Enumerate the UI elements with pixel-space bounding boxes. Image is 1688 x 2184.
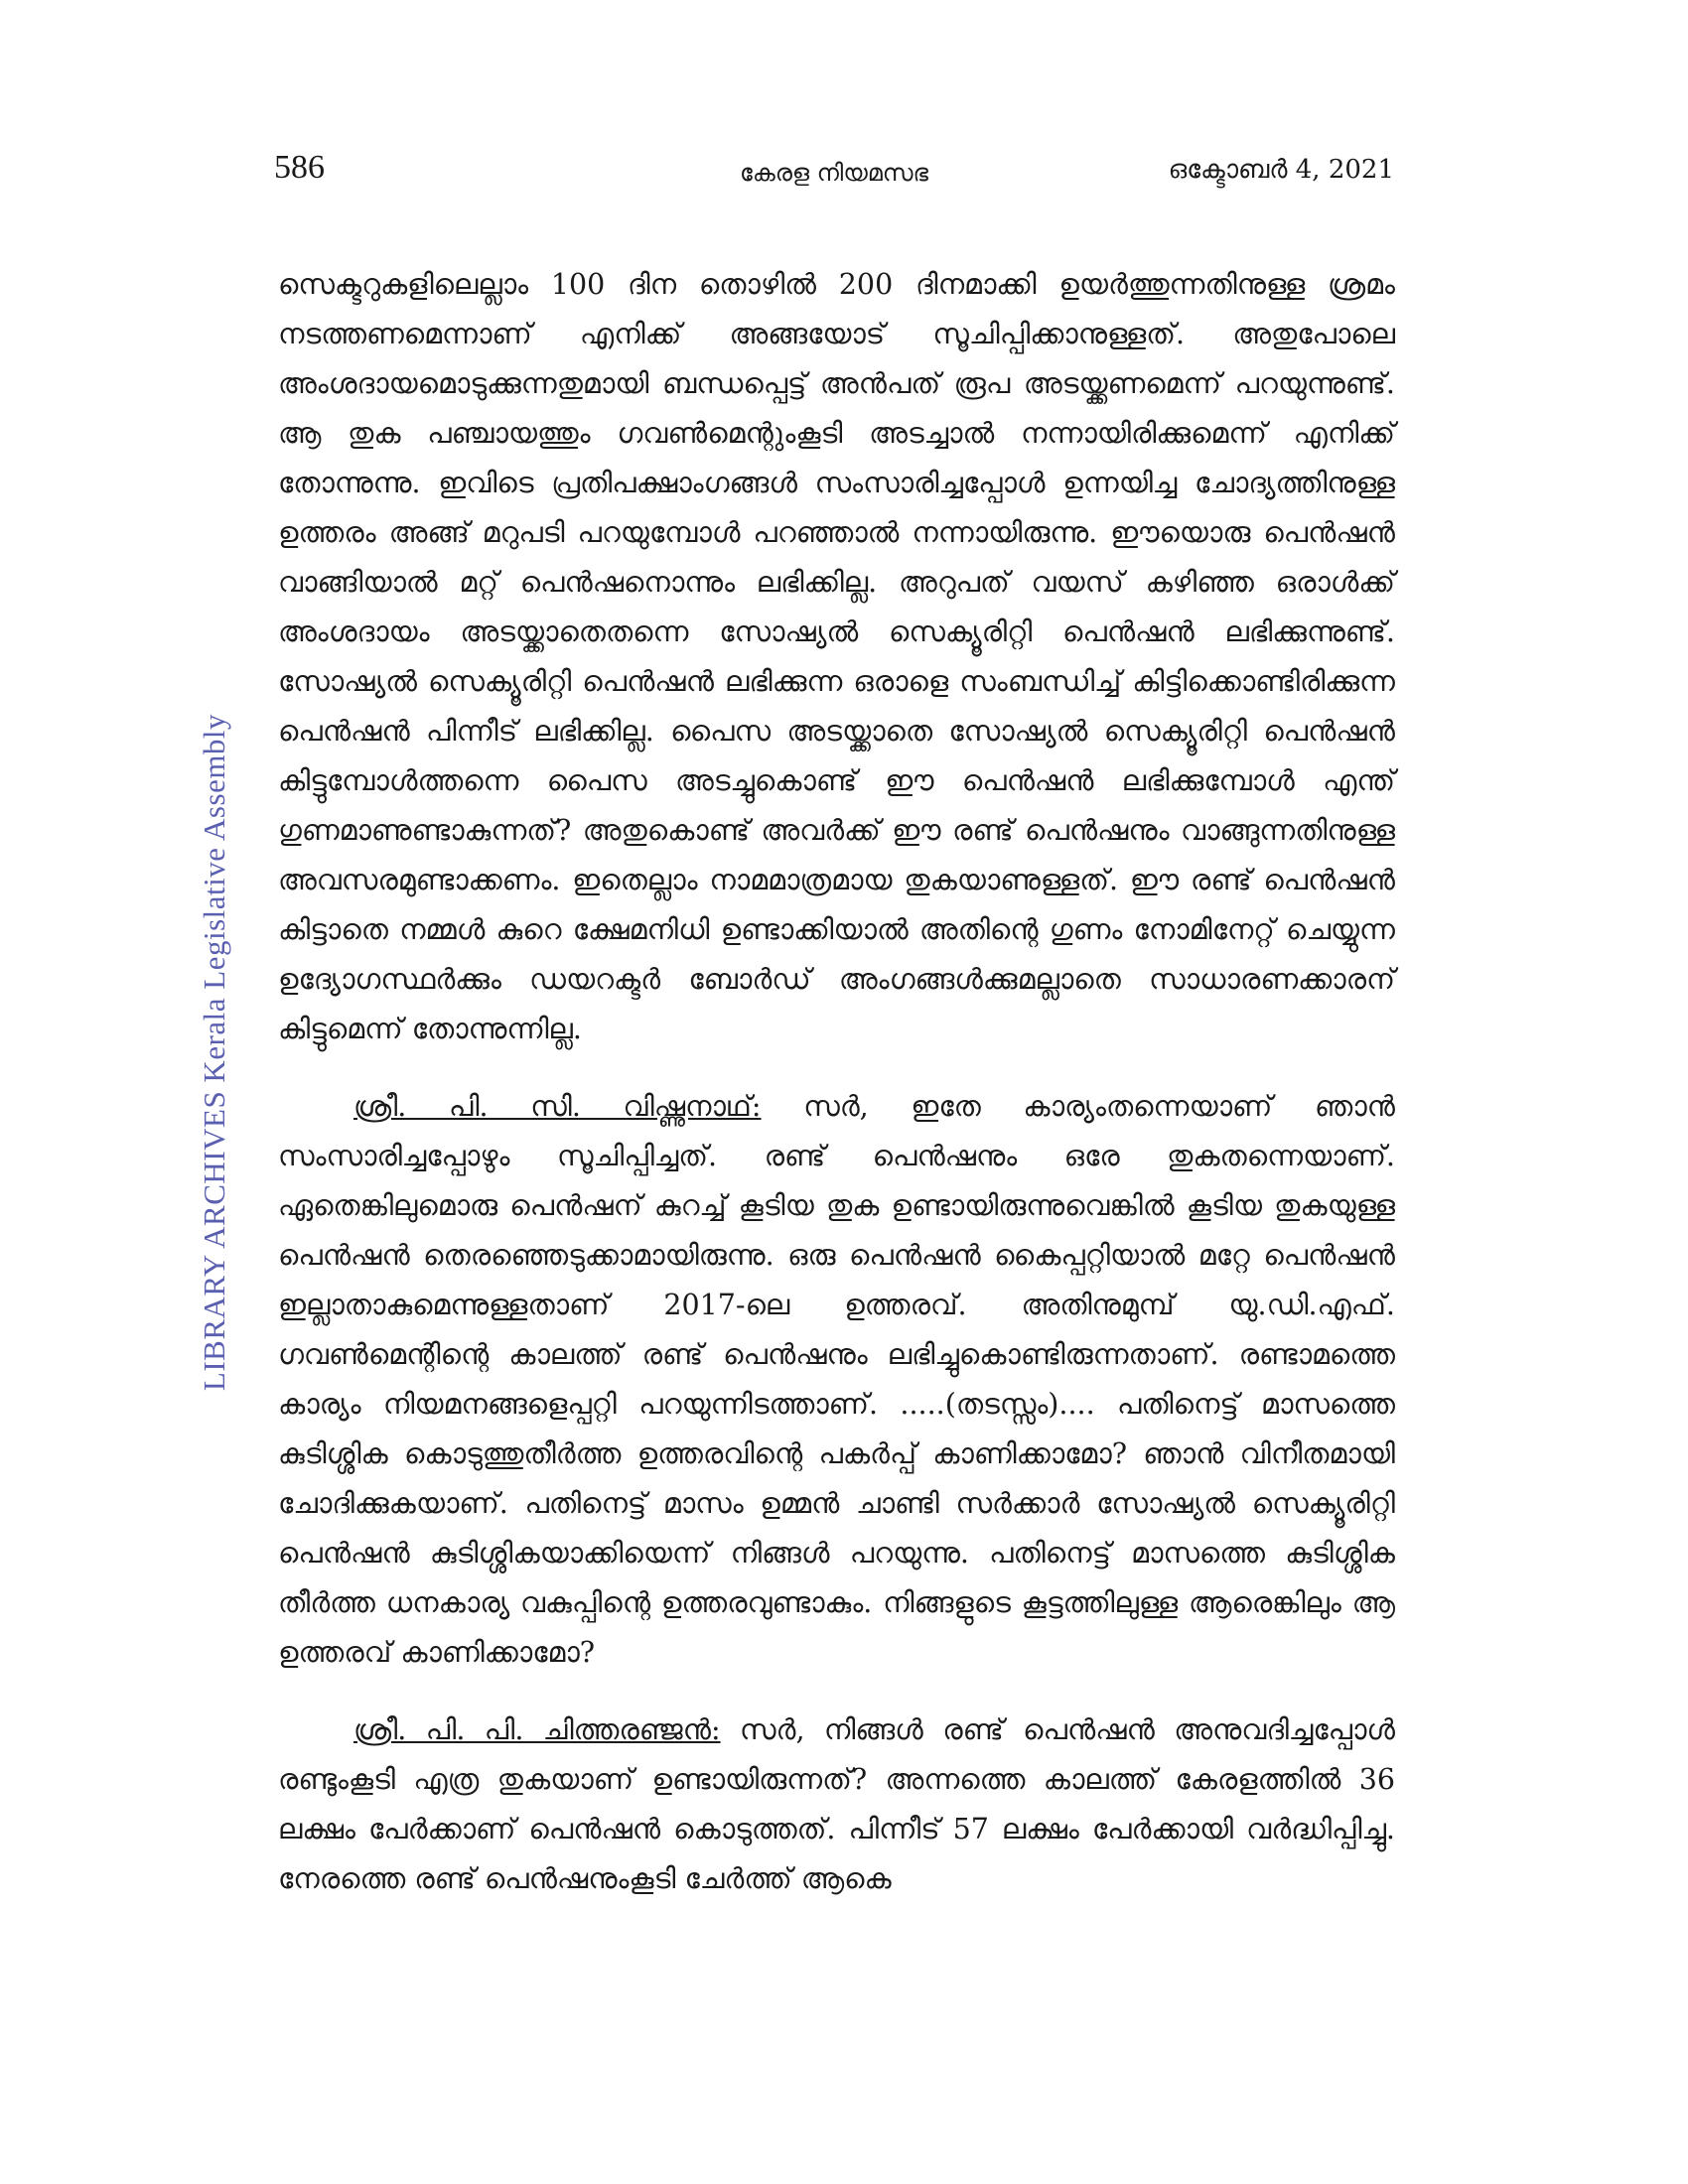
document-body: [278, 260, 1395, 1904]
paragraph-text: സർ, നിങ്ങൾ രണ്ട് പെൻഷൻ അനുവദിച്ചപ്പോൾ രണ്ടുംകൂടി എത്ര തുകയാണ് ഉണ്ടായിരുന്നത്? അന്നത്തെ കാലത്ത് കേരളത്തിൽ 36 ലക്ഷം പേർക്കാണ് പെൻഷൻ കൊടുത്തത്. പിന്നീട് 57 ലക്ഷം പേർക്കായി വർദ്ധിപ്പിച്ചു. നേരത്തെ രണ്ട് പെൻഷനുംകൂടി ചേർത്ത് ആകെ: [278, 1713, 1395, 1895]
paragraph-text: സെക്ടറുകളിലെല്ലാം 100 ദിന തൊഴിൽ 200 ദിനമാക്കി ഉയർത്തുന്നതിനുള്ള ശ്രമം നടത്തണമെന്നാണ് എനിക്ക് അങ്ങയോട് സൂചിപ്പിക്കാനുള്ളത്. അതുപോലെ അംശദായമൊടുക്കുന്നതുമായി ബന്ധപ്പെട്ട് അൻപത് രൂപ അടയ്ക്കണമെന്ന് പറയുന്നുണ്ട്. ആ തുക പഞ്ചായത്തും ഗവൺമെന്റുംകൂടി അടച്ചാൽ നന്നായിരിക്കുമെന്ന് എനിക്ക് തോന്നുന്നു. ഇവിടെ പ്രതിപക്ഷാംഗങ്ങൾ സംസാരിച്ചപ്പോൾ ഉന്നയിച്ച ചോദ്യത്തിനുള്ള ഉത്തരം അങ്ങ് മറുപടി പറയുമ്പോൾ പറഞ്ഞാൽ നന്നായിരുന്നു. ഈയൊരു പെൻഷൻ വാങ്ങിയാൽ മറ്റ് പെൻഷനൊന്നും ലഭിക്കില്ല. അറുപത് വയസ് കഴിഞ്ഞ ഒരാൾക്ക് അംശദായം അടയ്ക്കാതെതന്നെ സോഷ്യൽ സെക്യൂരിറ്റി പെൻഷൻ ലഭിക്കുന്നുണ്ട്. സോഷ്യൽ സെക്യൂരിറ്റി പെൻഷൻ ലഭിക്കുന്ന ഒരാളെ സംബന്ധിച്ച് കിട്ടിക്കൊണ്ടിരിക്കുന്ന പെൻഷൻ പിന്നീട് ലഭിക്കില്ല. പൈസ അടയ്ക്കാതെ സോഷ്യൽ സെക്യൂരിറ്റി പെൻഷൻ കിട്ടുമ്പോൾത്തന്നെ പൈസ അടച്ചുകൊണ്ട് ഈ പെൻഷൻ ലഭിക്കുമ്പോൾ എന്ത് ഗുണമാണുണ്ടാകുന്നത്? അതുകൊണ്ട് അവർക്ക് ഈ രണ്ട് പെൻഷനും വാങ്ങുന്നതിനുള്ള അവസരമുണ്ടാക്കണം. ഇതെല്ലാം നാമമാത്രമായ തുകയാണുള്ളത്. ഈ രണ്ട് പെൻഷൻ കിട്ടാതെ നമ്മൾ കുറെ ക്ഷേമനിധി ഉണ്ടാക്കിയാൽ അതിന്റെ ഗുണം നോമിനേറ്റ് ചെയ്യുന്ന ഉദ്യോഗസ്ഥർക്കും ഡയറക്ടർ ബോർഡ് അംഗങ്ങൾക്കുമല്ലാതെ സാധാരണക്കാരന് കിട്ടുമെന്ന് തോന്നുന്നില്ല.: [278, 268, 1395, 1045]
paragraph-chitharanjan: [278, 1706, 1395, 1904]
paragraph-text: സർ, ഇതേ കാര്യംതന്നെയാണ് ഞാൻ സംസാരിച്ചപ്പോഴും സൂചിപ്പിച്ചത്. രണ്ട് പെൻഷനും ഒരേ തുകതന്നെയാണ്. ഏതെങ്കിലുമൊരു പെൻഷന് കുറച്ച് കൂടിയ തുക ഉണ്ടായിരുന്നുവെങ്കിൽ കൂടിയ തുകയുള്ള പെൻഷൻ തെരഞ്ഞെടുക്കാമായിരുന്നു. ഒരു പെൻഷൻ കൈപ്പറ്റിയാൽ മറ്റേ പെൻഷൻ ഇല്ലാതാകുമെന്നുള്ളതാണ് 2017-ലെ ഉത്തരവ്. അതിനുമുമ്പ് യു.ഡി.എഫ്. ഗവൺമെന്റിന്റെ കാലത്ത് രണ്ട് പെൻഷനും ലഭിച്ചുകൊണ്ടിരുന്നതാണ്. രണ്ടാമത്തെ കാര്യം നിയമനങ്ങളെപ്പറ്റി പറയുന്നിടത്താണ്. .....(തടസ്സം).... പതിനെട്ട് മാസത്തെ കുടിശ്ശിക കൊടുത്തുതീർത്ത ഉത്തരവിന്റെ പകർപ്പ് കാണിക്കാമോ? ഞാൻ വിനീതമായി ചോദിക്കുകയാണ്. പതിനെട്ട് മാസം ഉമ്മൻ ചാണ്ടി സർക്കാർ സോഷ്യൽ സെക്യൂരിറ്റി പെൻഷൻ കുടിശ്ശികയാക്കിയെന്ന് നിങ്ങൾ പറയുന്നു. പതിനെട്ട് മാസത്തെ കുടിശ്ശിക തീർത്ത ധനകാര്യ വകുപ്പിന്റെ ഉത്തരവുണ്ടാകും. നിങ്ങളുടെ കൂട്ടത്തിലുള്ള ആരെങ്കിലും ആ ഉത്തരവ് കാണിക്കാമോ?: [278, 1090, 1395, 1669]
page-number: 586: [274, 149, 325, 186]
page-header: [274, 149, 1394, 199]
speaker-name: ശ്രീ. പി. സി. വിഷ്ണുനാഥ്:: [353, 1090, 762, 1123]
library-archives-watermark: LIBRARY ARCHIVES Kerala Legislative Assembly: [197, 713, 231, 1392]
paragraph-vishnunath: [278, 1082, 1395, 1678]
header-date: ഒക്ടോബർ 4, 2021: [1168, 155, 1394, 185]
paragraph-continuation: [278, 260, 1395, 1054]
header-title: കേരള നിയമസഭ: [739, 159, 929, 187]
speaker-name: ശ്രീ. പി. പി. ചിത്തരഞ്ജൻ:: [353, 1713, 721, 1746]
